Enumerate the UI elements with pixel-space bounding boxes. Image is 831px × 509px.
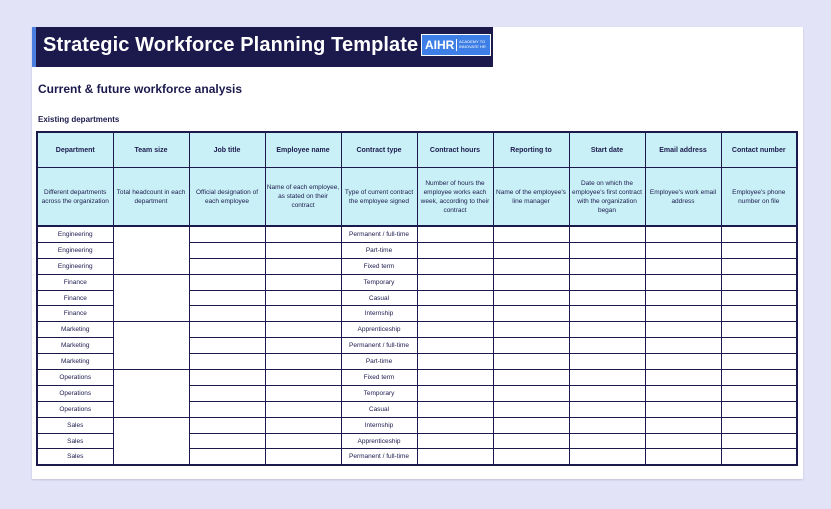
table-row [37, 322, 797, 338]
column-header: Reporting to [493, 132, 569, 168]
empty-cell[interactable] [493, 417, 569, 433]
empty-cell[interactable] [493, 354, 569, 370]
contract-type-cell[interactable]: Temporary [341, 385, 417, 401]
column-description: Employee's phone number on file [721, 168, 797, 227]
empty-cell[interactable] [645, 370, 721, 386]
contract-type-cell[interactable]: Internship [341, 306, 417, 322]
contract-type-cell[interactable]: Casual [341, 401, 417, 417]
empty-cell[interactable] [569, 449, 645, 465]
empty-cell[interactable] [493, 338, 569, 354]
empty-cell[interactable] [569, 322, 645, 338]
department-cell[interactable]: Finance [37, 290, 113, 306]
empty-cell[interactable] [189, 401, 265, 417]
empty-cell[interactable] [265, 274, 341, 290]
empty-cell[interactable] [493, 449, 569, 465]
empty-cell[interactable] [721, 274, 797, 290]
title-banner [32, 27, 493, 67]
empty-cell[interactable] [645, 322, 721, 338]
empty-cell[interactable] [265, 290, 341, 306]
empty-cell[interactable] [645, 274, 721, 290]
contract-type-cell[interactable]: Fixed term [341, 258, 417, 274]
empty-cell[interactable] [417, 274, 493, 290]
contract-type-cell[interactable]: Casual [341, 290, 417, 306]
empty-cell[interactable] [569, 433, 645, 449]
empty-cell[interactable] [189, 417, 265, 433]
section-subtitle: Current & future workforce analysis [38, 82, 243, 96]
contract-type-cell[interactable]: Part-time [341, 242, 417, 258]
empty-cell[interactable] [417, 449, 493, 465]
empty-cell[interactable] [493, 433, 569, 449]
logo-tagline: ACADEMY TO INNOVATE HR [459, 39, 486, 49]
empty-cell[interactable] [265, 401, 341, 417]
department-cell[interactable]: Finance [37, 306, 113, 322]
empty-cell[interactable] [721, 242, 797, 258]
empty-cell[interactable] [493, 226, 569, 242]
team-size-cell[interactable] [113, 226, 189, 274]
department-cell[interactable]: Engineering [37, 258, 113, 274]
empty-cell[interactable] [721, 401, 797, 417]
empty-cell[interactable] [417, 401, 493, 417]
empty-cell[interactable] [189, 370, 265, 386]
empty-cell[interactable] [645, 290, 721, 306]
empty-cell[interactable] [265, 338, 341, 354]
empty-cell[interactable] [417, 417, 493, 433]
empty-cell[interactable] [645, 449, 721, 465]
empty-cell[interactable] [721, 417, 797, 433]
empty-cell[interactable] [265, 354, 341, 370]
column-description: Number of hours the employee works each week, according to their contract [417, 168, 493, 227]
empty-cell[interactable] [417, 433, 493, 449]
column-description: Employee's work email address [645, 168, 721, 227]
section-label: Existing departments [38, 115, 120, 124]
empty-cell[interactable] [645, 338, 721, 354]
empty-cell[interactable] [721, 354, 797, 370]
empty-cell[interactable] [493, 306, 569, 322]
empty-cell[interactable] [189, 433, 265, 449]
empty-cell[interactable] [645, 354, 721, 370]
empty-cell[interactable] [189, 338, 265, 354]
empty-cell[interactable] [493, 290, 569, 306]
empty-cell[interactable] [569, 258, 645, 274]
table-row [37, 226, 797, 242]
column-header: Start date [569, 132, 645, 168]
empty-cell[interactable] [189, 226, 265, 242]
empty-cell[interactable] [265, 385, 341, 401]
department-cell[interactable]: Sales [37, 449, 113, 465]
empty-cell[interactable] [265, 449, 341, 465]
empty-cell[interactable] [721, 258, 797, 274]
header-row [37, 132, 797, 168]
empty-cell[interactable] [265, 242, 341, 258]
empty-cell[interactable] [721, 370, 797, 386]
team-size-cell[interactable] [113, 370, 189, 418]
empty-cell[interactable] [645, 242, 721, 258]
empty-cell[interactable] [189, 354, 265, 370]
empty-cell[interactable] [265, 322, 341, 338]
contract-type-cell[interactable]: Fixed term [341, 370, 417, 386]
empty-cell[interactable] [493, 322, 569, 338]
department-cell[interactable]: Marketing [37, 322, 113, 338]
description-row [37, 168, 797, 227]
empty-cell[interactable] [417, 306, 493, 322]
empty-cell[interactable] [569, 370, 645, 386]
empty-cell[interactable] [645, 226, 721, 242]
department-cell[interactable]: Operations [37, 401, 113, 417]
contract-type-cell[interactable]: Permanent / full-time [341, 226, 417, 242]
empty-cell[interactable] [265, 258, 341, 274]
column-description: Total headcount in each department [113, 168, 189, 227]
empty-cell[interactable] [189, 385, 265, 401]
department-cell[interactable]: Sales [37, 433, 113, 449]
empty-cell[interactable] [189, 258, 265, 274]
empty-cell[interactable] [189, 274, 265, 290]
department-cell[interactable]: Engineering [37, 226, 113, 242]
empty-cell[interactable] [417, 242, 493, 258]
table-row [37, 370, 797, 386]
empty-cell[interactable] [265, 433, 341, 449]
empty-cell[interactable] [721, 449, 797, 465]
empty-cell[interactable] [417, 354, 493, 370]
empty-cell[interactable] [721, 385, 797, 401]
empty-cell[interactable] [417, 290, 493, 306]
empty-cell[interactable] [417, 370, 493, 386]
contract-type-cell[interactable]: Permanent / full-time [341, 338, 417, 354]
department-cell[interactable]: Engineering [37, 242, 113, 258]
empty-cell[interactable] [721, 433, 797, 449]
column-header: Department [37, 132, 113, 168]
department-cell[interactable]: Operations [37, 370, 113, 386]
column-description: Name of the employee's line manager [493, 168, 569, 227]
empty-cell[interactable] [493, 401, 569, 417]
contract-type-cell[interactable]: Apprenticeship [341, 322, 417, 338]
empty-cell[interactable] [189, 449, 265, 465]
department-cell[interactable]: Operations [37, 385, 113, 401]
empty-cell[interactable] [569, 401, 645, 417]
column-header: Team size [113, 132, 189, 168]
empty-cell[interactable] [721, 322, 797, 338]
empty-cell[interactable] [721, 338, 797, 354]
contract-type-cell[interactable]: Part-time [341, 354, 417, 370]
empty-cell[interactable] [189, 306, 265, 322]
empty-cell[interactable] [645, 385, 721, 401]
column-header: Job title [189, 132, 265, 168]
column-header: Contract hours [417, 132, 493, 168]
empty-cell[interactable] [569, 226, 645, 242]
column-header: Contact number [721, 132, 797, 168]
empty-cell[interactable] [493, 385, 569, 401]
column-header: Email address [645, 132, 721, 168]
empty-cell[interactable] [265, 417, 341, 433]
empty-cell[interactable] [265, 226, 341, 242]
empty-cell[interactable] [417, 226, 493, 242]
column-description: Type of current contract the employee signed [341, 168, 417, 227]
team-size-cell[interactable] [113, 274, 189, 322]
column-description: Official designation of each employee [189, 168, 265, 227]
column-description: Different departments across the organization [37, 168, 113, 227]
empty-cell[interactable] [189, 290, 265, 306]
team-size-cell[interactable] [113, 417, 189, 465]
empty-cell[interactable] [569, 354, 645, 370]
empty-cell[interactable] [265, 370, 341, 386]
empty-cell[interactable] [645, 417, 721, 433]
column-description: Name of each employee, as stated on their contract [265, 168, 341, 227]
logo-divider [456, 39, 457, 51]
aihr-logo [421, 34, 491, 56]
empty-cell[interactable] [265, 306, 341, 322]
empty-cell[interactable] [493, 258, 569, 274]
page-title: Strategic Workforce Planning Template [43, 34, 419, 56]
spreadsheet-page [32, 27, 803, 479]
empty-cell[interactable] [417, 322, 493, 338]
empty-cell[interactable] [569, 417, 645, 433]
empty-cell[interactable] [493, 242, 569, 258]
column-header: Employee name [265, 132, 341, 168]
team-size-cell[interactable] [113, 322, 189, 370]
empty-cell[interactable] [569, 242, 645, 258]
column-description: Date on which the employee's first contract with the organization began [569, 168, 645, 227]
empty-cell[interactable] [417, 385, 493, 401]
empty-cell[interactable] [721, 290, 797, 306]
contract-type-cell[interactable]: Apprenticeship [341, 433, 417, 449]
table-row [37, 274, 797, 290]
empty-cell[interactable] [417, 258, 493, 274]
department-cell[interactable]: Sales [37, 417, 113, 433]
column-header: Contract type [341, 132, 417, 168]
contract-type-cell[interactable]: Temporary [341, 274, 417, 290]
contract-type-cell[interactable]: Permanent / full-time [341, 449, 417, 465]
empty-cell[interactable] [645, 306, 721, 322]
empty-cell[interactable] [569, 290, 645, 306]
empty-cell[interactable] [569, 274, 645, 290]
workforce-table [36, 131, 798, 466]
empty-cell[interactable] [493, 370, 569, 386]
empty-cell[interactable] [569, 338, 645, 354]
empty-cell[interactable] [569, 385, 645, 401]
logo-wordmark: AIHR [425, 38, 455, 52]
empty-cell[interactable] [493, 274, 569, 290]
empty-cell[interactable] [645, 433, 721, 449]
table-row [37, 417, 797, 433]
department-cell[interactable]: Finance [37, 274, 113, 290]
empty-cell[interactable] [645, 401, 721, 417]
empty-cell[interactable] [417, 338, 493, 354]
empty-cell[interactable] [645, 258, 721, 274]
department-cell[interactable]: Marketing [37, 338, 113, 354]
empty-cell[interactable] [721, 306, 797, 322]
empty-cell[interactable] [189, 242, 265, 258]
department-cell[interactable]: Marketing [37, 354, 113, 370]
empty-cell[interactable] [569, 306, 645, 322]
contract-type-cell[interactable]: Internship [341, 417, 417, 433]
empty-cell[interactable] [721, 226, 797, 242]
empty-cell[interactable] [189, 322, 265, 338]
